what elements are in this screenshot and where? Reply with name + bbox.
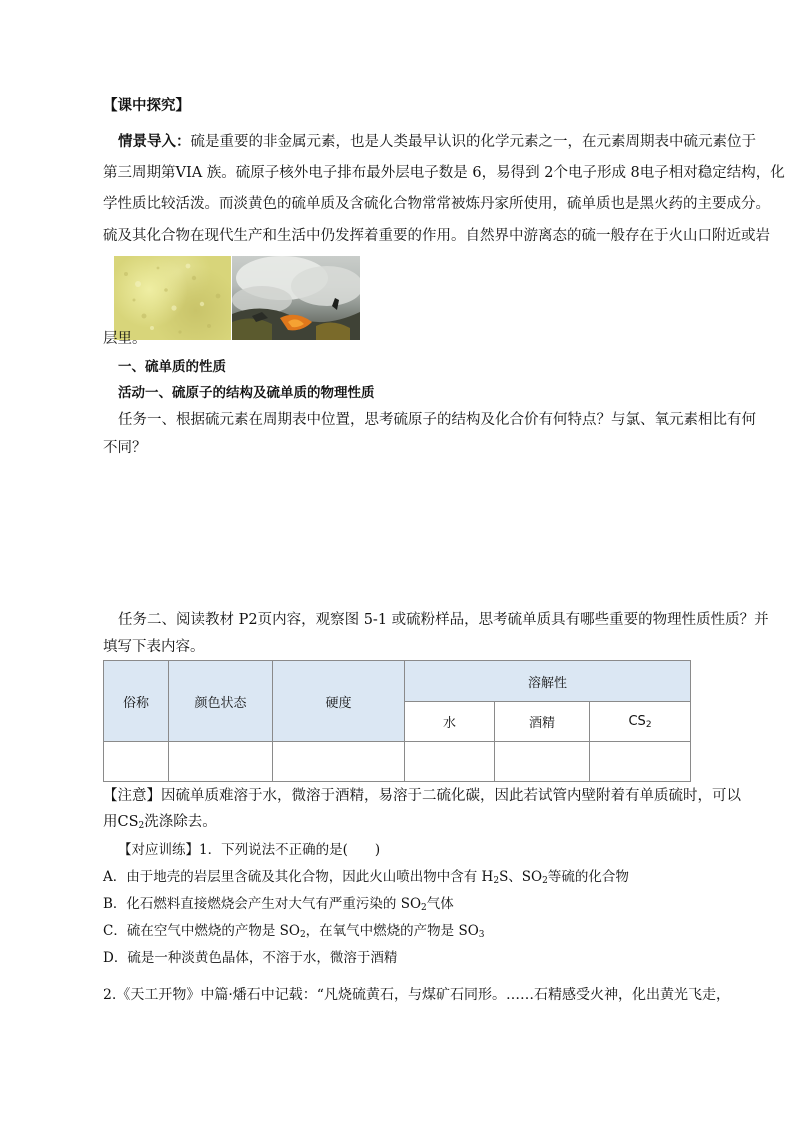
volcano-scene — [232, 256, 360, 340]
intro-line-5: 层里。 — [103, 331, 147, 347]
subheader-cs2: $CS_2$ — [590, 702, 691, 742]
note-line-1: 【注意】因硫单质难溶于水，微溶于酒精，易溶于二硫化碳，因此若试管内壁附着有单质硫时，可以 — [103, 788, 741, 804]
activity-title: 活动一、硫原子的结构及硫单质的物理性质 — [118, 385, 375, 401]
header-hardness: 硬度 — [273, 661, 405, 742]
option-b: B．化石燃料直接燃烧会产生对大气有严重污染的 $SO_2$气体 — [103, 896, 454, 913]
intro-line-4: 硫及其化合物在现代生产和生活中仍发挥着重要的作用。自然界中游离态的硫一般存在于火山口附近或岩 — [103, 228, 770, 244]
header-common-name: 俗称 — [104, 661, 169, 742]
volcano-image — [232, 256, 360, 340]
option-d: D．硫是一种淡黄色晶体，不溶于水，微溶于酒精 — [103, 950, 398, 966]
intro-line-1 — [118, 130, 756, 151]
header-solubility: 溶解性 — [405, 661, 691, 702]
exercise-q2: 2.《天工开物》中篇·燔石中记载：“凡烧硫黄石，与煤矿石同形。……石精感受火神，化出黄光飞走， — [103, 987, 730, 1003]
task1-line-1: 任务一、根据硫元素在周期表中位置，思考硫原子的结构及化合价有何特点？与氯、氧元素相比有何 — [118, 412, 756, 428]
task1-line-2: 不同？ — [103, 440, 147, 456]
subheader-alcohol: 酒精 — [495, 702, 590, 742]
answer-cell-color-state[interactable] — [169, 742, 273, 782]
task2-line-2: 填写下表内容。 — [103, 639, 205, 655]
exercise-label: 【对应训练】 — [118, 842, 199, 858]
answer-cell-alcohol[interactable] — [495, 742, 590, 782]
answer-cell-common-name[interactable] — [104, 742, 169, 782]
option-c: C．硫在空气中燃烧的产物是 $SO_2$，在氧气中燃烧的产物是 $SO_3$ — [103, 923, 485, 940]
intro-text-1: 硫是重要的非金属元素，也是人类最早认识的化学元素之一，在元素周期表中硫元素位于 — [190, 134, 756, 150]
section-heading: 【课中探究】 — [103, 97, 190, 114]
intro-line-3: 学性质比较活泼。而淡黄色的硫单质及含硫化合物常常被炼丹家所使用，硫单质也是黑火药的主要成分。 — [103, 196, 770, 212]
answer-cell-water[interactable] — [405, 742, 495, 782]
option-a: A．由于地壳的岩层里含硫及其化合物，因此火山喷出物中含有 $H_2S$、$SO_2$等硫的化合物 — [103, 869, 629, 886]
q1-text: 1．下列说法不正确的是( ) — [199, 842, 381, 858]
part-title: 一、硫单质的性质 — [118, 359, 226, 375]
note-line-2: 用$CS_2$洗涤除去。 — [103, 814, 217, 831]
properties-table — [103, 660, 691, 782]
intro-line-2: 第三周期第VIA 族。硫原子核外电子排布最外层电子数是 6，易得到 2个电子形成 8电子相对稳定结构，化 — [103, 165, 785, 181]
task2-line-1: 任务二、阅读教材 P2页内容，观察图 5-1 或硫粉样品，思考硫单质具有哪些重要的物理性质性质？并 — [118, 612, 769, 628]
header-color-state: 颜色状态 — [169, 661, 273, 742]
exercise-q1 — [118, 838, 380, 858]
subheader-water: 水 — [405, 702, 495, 742]
answer-cell-cs2[interactable] — [590, 742, 691, 782]
intro-lead: 情景导入： — [118, 133, 191, 150]
answer-cell-hardness[interactable] — [273, 742, 405, 782]
